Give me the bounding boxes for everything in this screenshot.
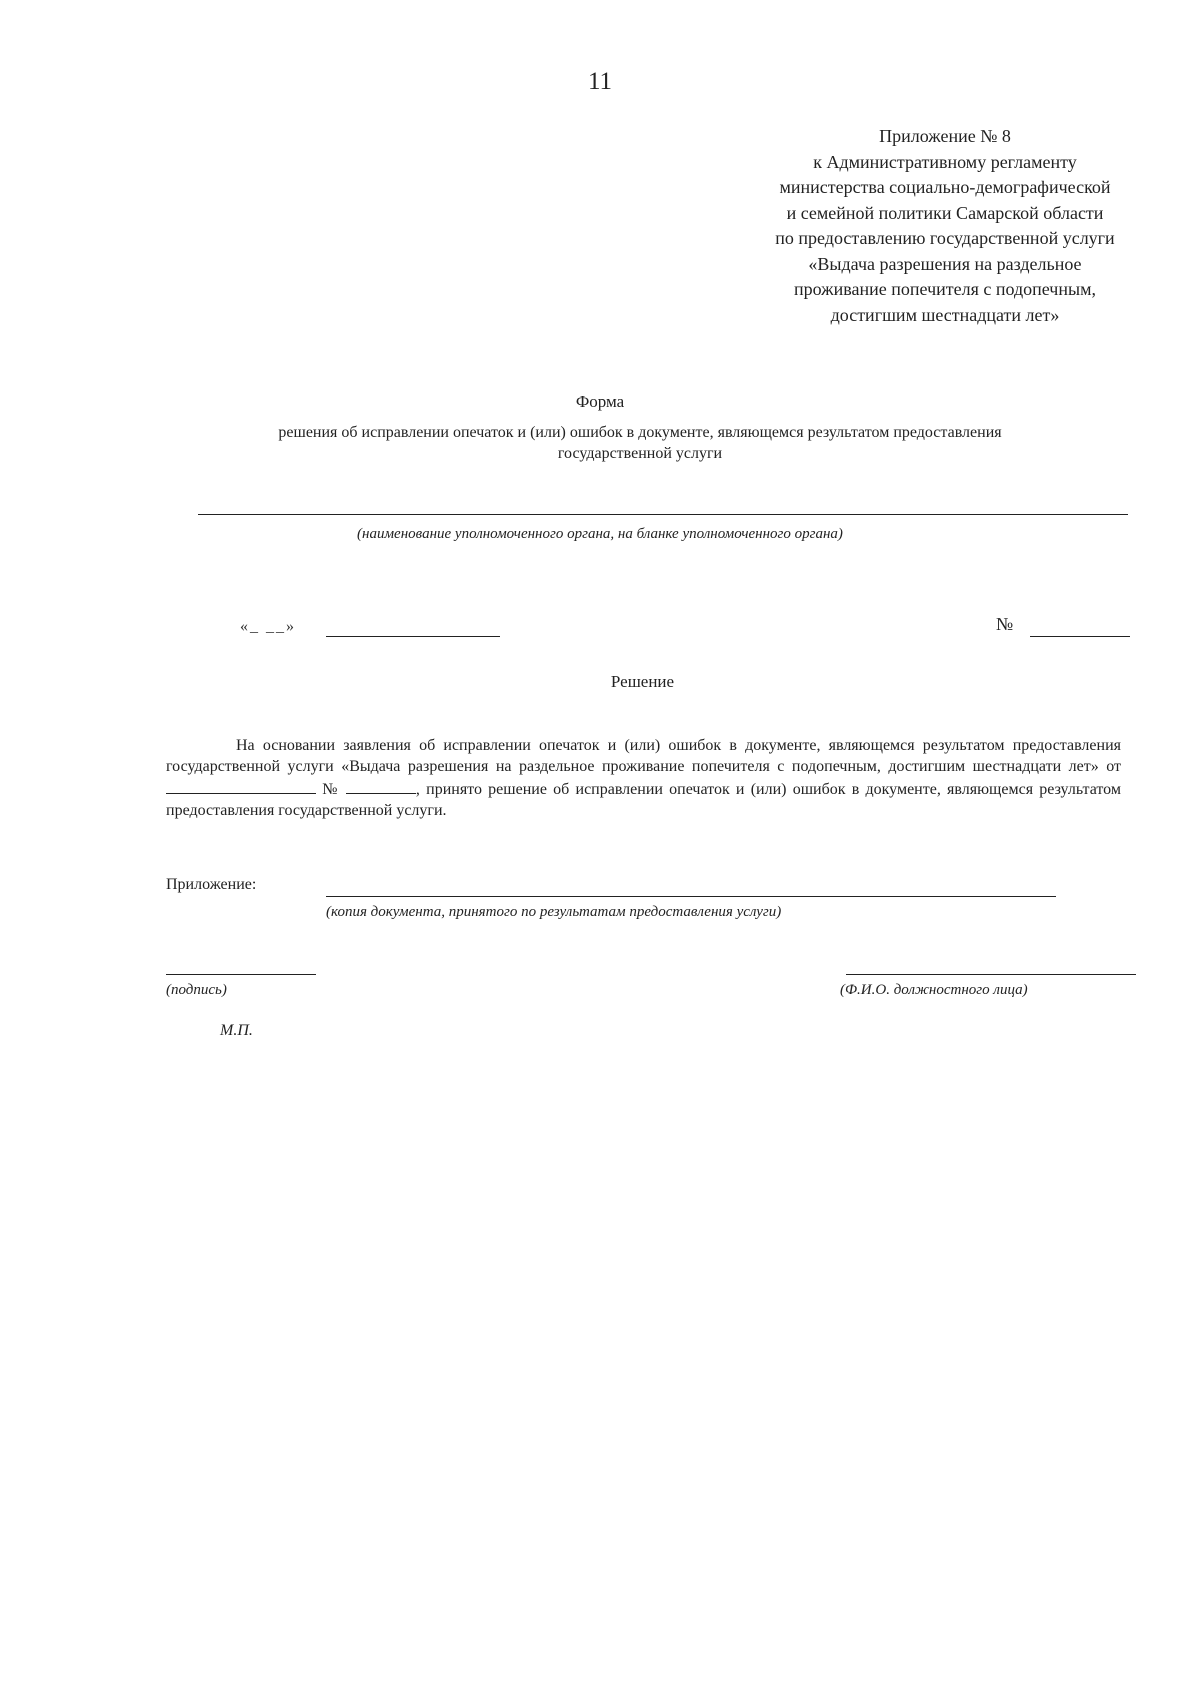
date-month-year-line[interactable] (326, 636, 500, 637)
authority-name-line[interactable] (198, 514, 1128, 515)
appendix-line: «Выдача разрешения на раздельное (808, 253, 1082, 274)
application-date-blank[interactable] (166, 777, 316, 794)
decision-body-text: На основании заявления об исправлении опечаток и (или) ошибок в документе, являющемся результатом предоставления государственной услуги «Выдача разрешения на раздельное проживание попечителя с подопечным, достигшим шестнадцати лет» от (166, 737, 1121, 775)
form-subtitle-line: государственной услуги (557, 445, 723, 462)
appendix-line: проживание попечителя с подопечным, (794, 279, 1096, 299)
appendix-line: к Административному регламенту (813, 151, 1077, 172)
date-day-field[interactable]: «_ __» (240, 618, 296, 635)
decision-body-text: , принято решение об исправлении опечаток и (или) ошибок в документе, являющемся результатом предоставления государственной услуги. (166, 781, 1122, 819)
document-number-line[interactable] (1030, 636, 1130, 637)
official-caption: (Ф.И.О. должностного лица) (840, 982, 1028, 998)
decision-body (166, 735, 1121, 821)
appendix-line: по предоставлению государственной услуги (775, 228, 1115, 248)
form-subtitle (160, 422, 1120, 464)
signature-line[interactable] (166, 974, 316, 975)
appendix-line: достигшим шестнадцати лет» (830, 304, 1060, 325)
official-name-line[interactable] (846, 974, 1136, 975)
page-number: 11 (587, 68, 613, 95)
decision-title: Решение (610, 672, 675, 691)
form-title: Форма (575, 392, 625, 411)
attachment-caption: (копия документа, принятого по результатам предоставления услуги) (326, 904, 782, 920)
appendix-header (740, 124, 1150, 328)
number-sign: № (996, 614, 1014, 634)
form-subtitle-line: решения об исправлении опечаток и (или) ошибок в документе, являющемся результатом предоставления (278, 424, 1002, 441)
application-number-blank[interactable] (346, 777, 416, 794)
appendix-line: Приложение № 8 (879, 126, 1011, 146)
authority-caption: (наименование уполномоченного органа, на бланке уполномоченного органа) (357, 526, 843, 542)
decision-number-sign: № (322, 781, 340, 798)
appendix-line: и семейной политики Самарской области (786, 202, 1104, 223)
stamp-place: М.П. (220, 1022, 253, 1039)
attachment-label: Приложение: (166, 876, 257, 893)
attachment-line[interactable] (326, 896, 1056, 897)
signature-caption: (подпись) (166, 982, 227, 998)
appendix-line: министерства социально-демографической (779, 177, 1111, 197)
